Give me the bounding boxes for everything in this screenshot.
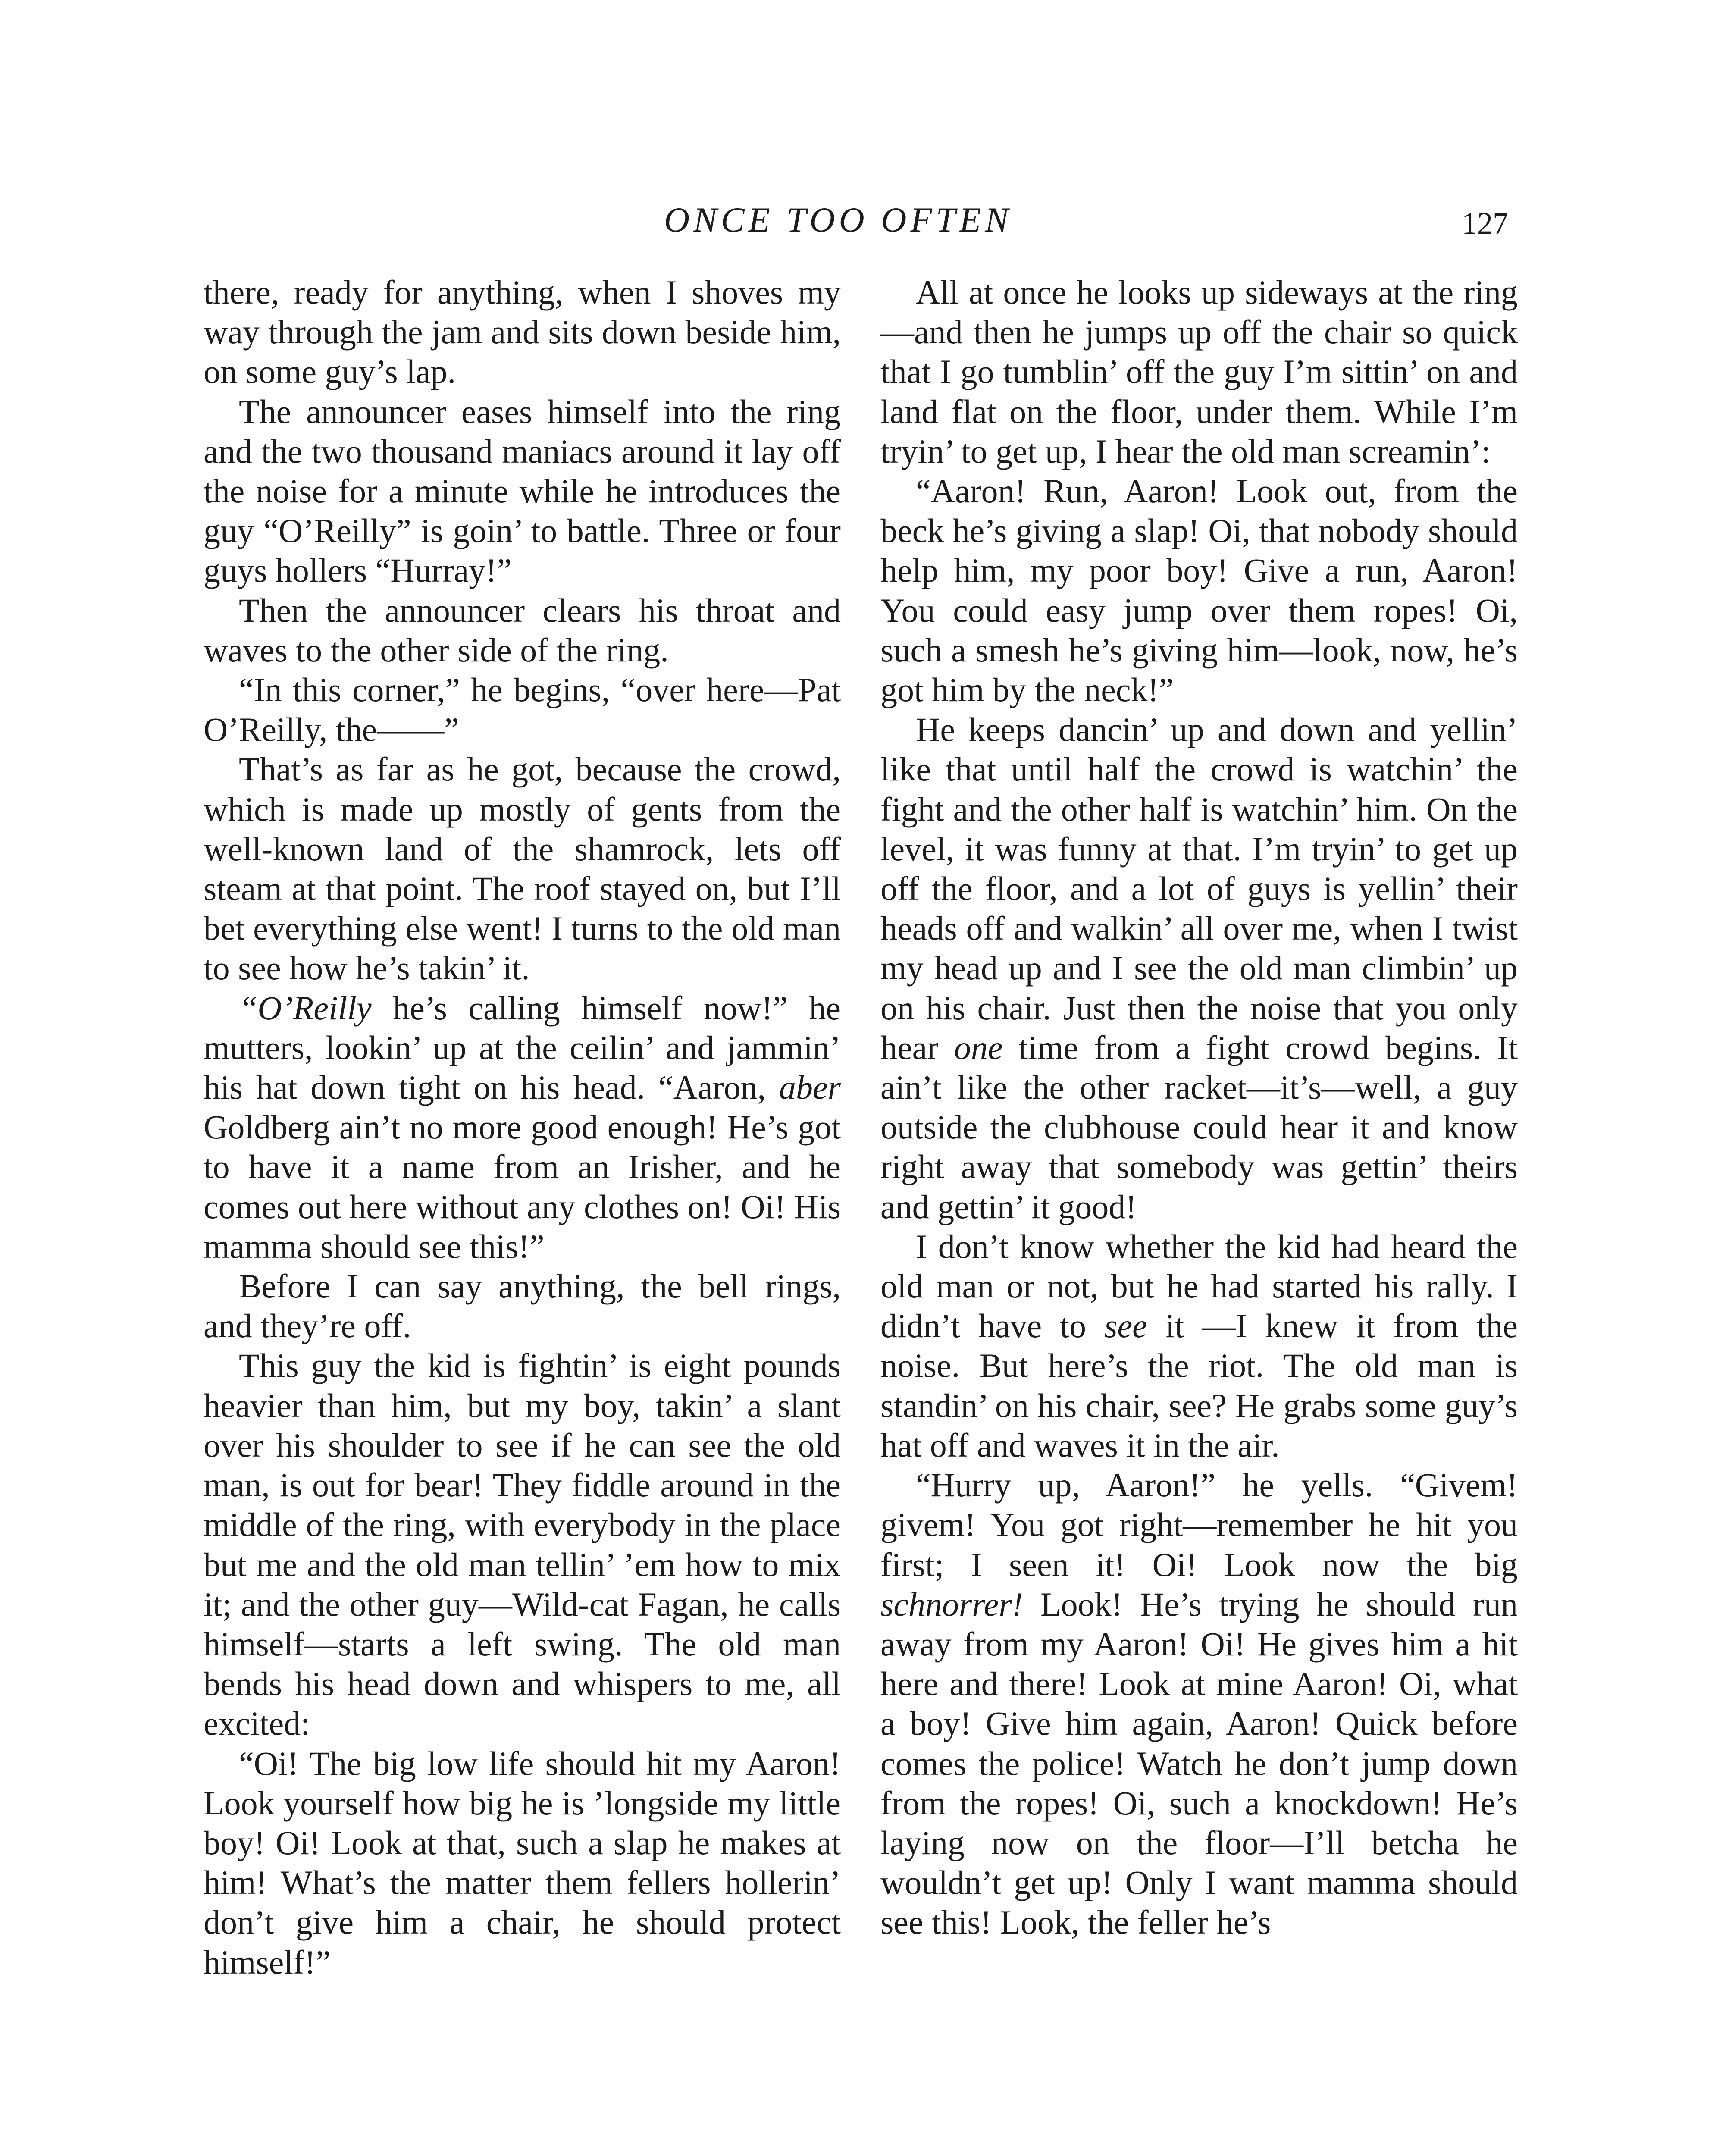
text-run: Goldberg ain’t no more good enough! He’s got to have it a name from an Irisher, and he comes out here without any clothes on! Oi! His mamma should see this!” xyxy=(204,1108,841,1265)
paragraph xyxy=(880,1465,1518,1942)
page-number: 127 xyxy=(1462,206,1508,241)
text-run: “In this corner,” he begins, “over here—Pat O’Reilly, the——” xyxy=(204,671,841,749)
left-text-column xyxy=(204,273,841,1982)
paragraph xyxy=(204,1744,841,1982)
paragraph xyxy=(204,988,841,1266)
italic-text-run: one xyxy=(954,1028,1003,1066)
paragraph xyxy=(880,710,1518,1227)
text-run: The announcer eases himself into the ring and the two thousand maniacs around it lay off the noise for a minute while he introduces the guy “O’Reilly” is goin’ to battle. Three or four guys hollers “Hurray!” xyxy=(204,392,841,589)
text-run: Before I can say anything, the bell rings, and they’re off. xyxy=(204,1267,841,1345)
text-run: there, ready for anything, when I shoves my way through the jam and sits down beside him, on some guy’s lap. xyxy=(204,273,841,391)
paragraph xyxy=(880,471,1518,710)
text-run: “Hurry up, Aaron!” he yells. “Givem! givem! You got right—remember he hit you first; I seen it! Oi! Look now the big xyxy=(880,1466,1518,1583)
text-run: He keeps dancin’ up and down and yellin’ like that until half the crowd is watchin’ the fight and the other half is watchin’ him. On the level, it was funny at that. I’m tryin’ to get up off the floor, and a lot of guys is yellin’ their heads off and walkin’ all over me, when I twist my head up and I see the old man climbin’ up on his chair. Just then the noise that you only hear xyxy=(880,711,1518,1066)
paragraph xyxy=(204,1346,841,1743)
text-run: This guy the kid is fightin’ is eight pounds heavier than him, but my boy, takin’ a slant over his shoulder to see if he can see the old man, is out for bear! They fiddle around in the middle of the ring, with everybody in the place but me and the old man tellin’ ’em how to mix it; and the other guy—Wild-cat Fagan, he calls himself—starts a left swing. The old man bends his head down and whispers to me, all excited: xyxy=(204,1347,841,1742)
text-run: time from a fight crowd begins. It ain’t like the other racket—it’s—well, a guy outside the clubhouse could hear it and know right away that somebody was gettin’ theirs and gettin’ it good! xyxy=(880,1028,1518,1225)
text-run: That’s as far as he got, because the crowd, which is made up mostly of gents from the well-known land of the shamrock, lets off steam at that point. The roof stayed on, but I’ll bet everything else went! I turns to the old man to see how he’s takin’ it. xyxy=(204,750,841,987)
paragraph xyxy=(880,273,1518,471)
text-run: he’s calling himself now!” he mutters, lookin’ up at the ceilin’ and jammin’ his hat down tight on his head. “Aaron, xyxy=(204,989,841,1106)
text-run: “Oi! The big low life should hit my Aaron! Look yourself how big he is ’longside my little boy! Oi! Look at that, such a slap he makes at him! What’s the matter them fellers hollerin’ don’t give him a chair, he should protect himself!” xyxy=(204,1744,841,1981)
paragraph xyxy=(204,670,841,749)
paragraph xyxy=(204,591,841,670)
paragraph xyxy=(204,392,841,591)
paragraph xyxy=(880,1227,1518,1465)
italic-text-run: aber xyxy=(779,1069,841,1106)
text-run: Then the announcer clears his throat and waves to the other side of the ring. xyxy=(204,591,841,669)
right-text-column xyxy=(880,273,1518,1943)
paragraph xyxy=(204,273,841,392)
running-title: ONCE TOO OFTEN xyxy=(664,200,1012,239)
paragraph xyxy=(204,749,841,988)
italic-text-run: “O’Reilly xyxy=(239,989,372,1027)
text-run: “Aaron! Run, Aaron! Look out, from the beck he’s giving a slap! Oi, that nobody should help him, my poor boy! Give a run, Aaron! You could easy jump over them ropes! Oi, such a smesh he’s giving him—look, now, he’s got him by the neck!” xyxy=(880,472,1518,709)
text-run: Look! He’s trying he should run away from my Aaron! Oi! He gives him a hit here and there! Look at mine Aaron! Oi, what a boy! Give him again, Aaron! Quick before comes the police! Watch he don’t jump down from the ropes! Oi, such a knockdown! He’s laying now on the floor—I’ll betcha he wouldn’t get up! Only I want mamma should see this! Look, the feller he’s xyxy=(880,1585,1518,1941)
italic-text-run: see xyxy=(1104,1307,1147,1345)
running-header xyxy=(0,196,1729,244)
text-run: it —I knew it from the noise. But here’s the riot. The old man is standin’ on his chair, see? He grabs some guy’s hat off and waves it in the air. xyxy=(880,1307,1518,1464)
paragraph xyxy=(204,1266,841,1346)
text-run: All at once he looks up sideways at the ring—and then he jumps up off the chair so quick that I go tumblin’ off the guy I’m sittin’ on and land flat on the floor, under them. While I’m tryin’ to get up, I hear the old man screamin’: xyxy=(880,273,1518,470)
text-run: I don’t know whether the kid had heard the old man or not, but he had started his rally. I didn’t have to xyxy=(880,1227,1518,1345)
italic-text-run: schnorrer! xyxy=(880,1585,1023,1623)
